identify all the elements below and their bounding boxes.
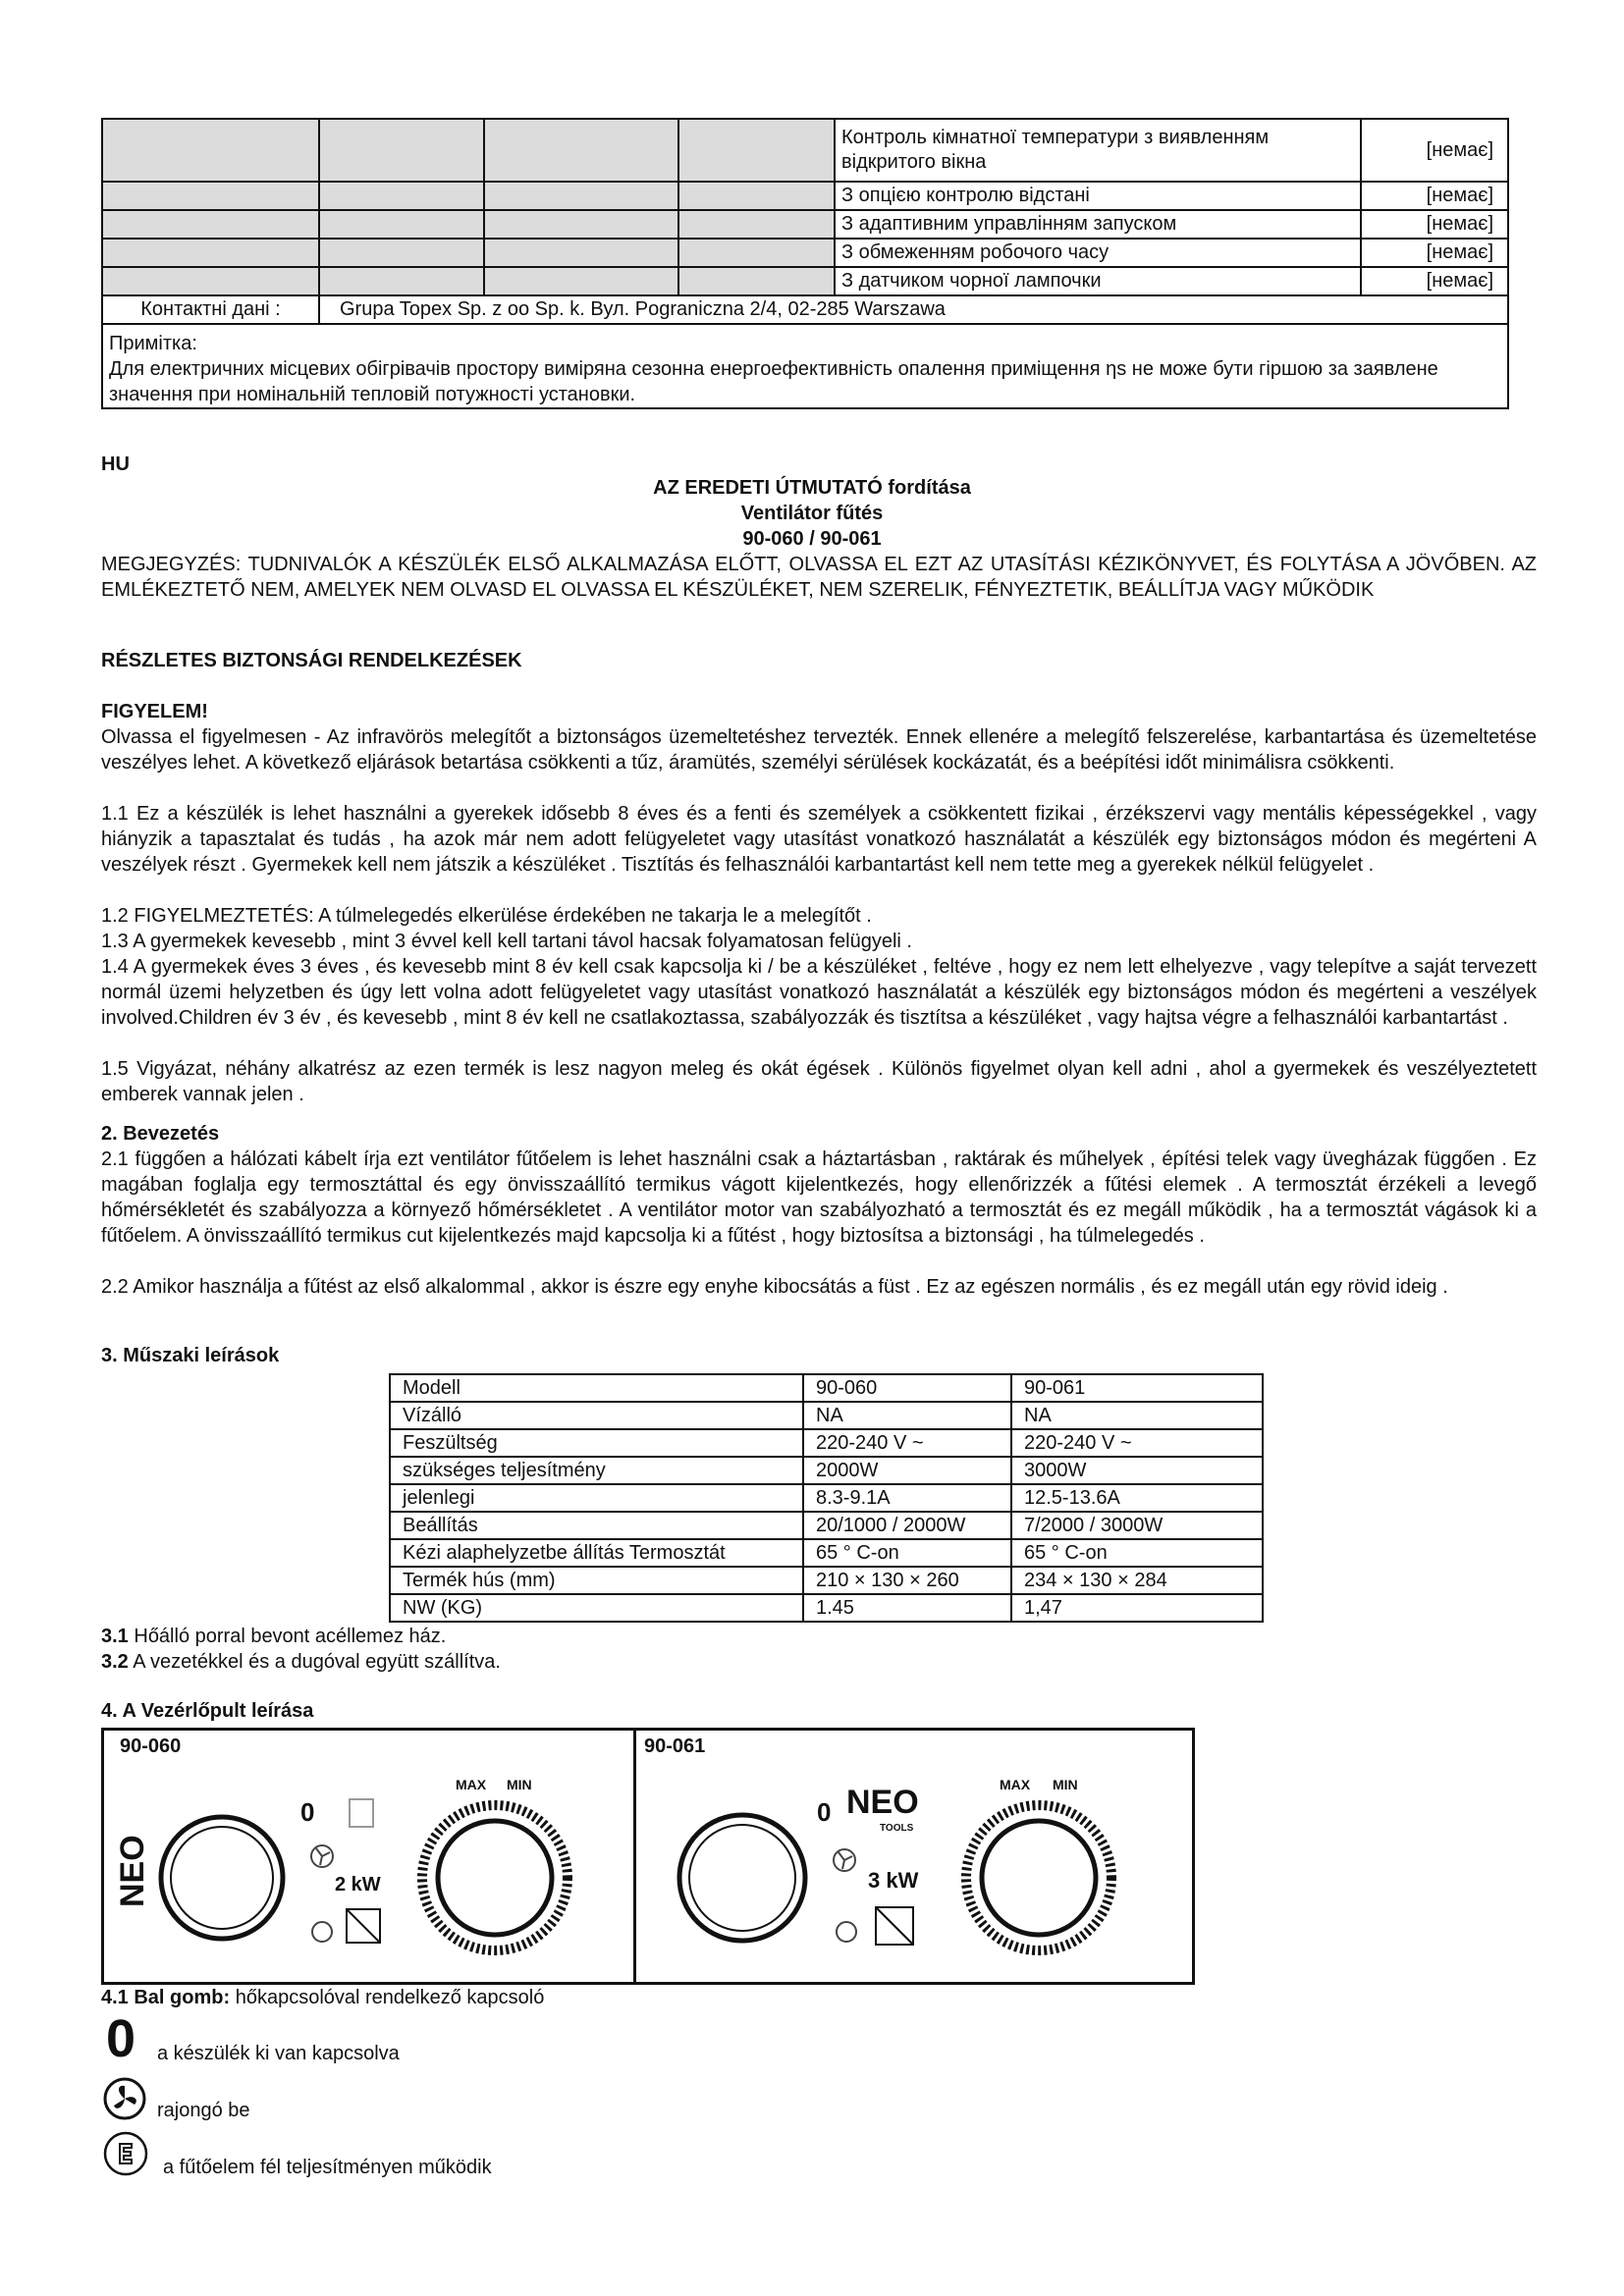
value-cell: [немає] <box>1361 210 1508 239</box>
spec-note-3-2 <box>101 1649 1537 1675</box>
legend-text-off: a készülék ki van kapcsolva <box>157 2043 400 2064</box>
zero-icon: 0 <box>106 2009 136 2068</box>
table-row <box>102 210 1508 239</box>
thermostat-knob <box>438 1821 552 1935</box>
table-row <box>390 1429 1263 1457</box>
table-cell: NA <box>803 1402 1011 1429</box>
table-cell: 2000W <box>803 1457 1011 1484</box>
feature-cell: З датчиком чорної лампочки <box>835 267 1361 295</box>
value-cell: [немає] <box>1361 239 1508 267</box>
table-cell: 12.5-13.6A <box>1011 1484 1263 1512</box>
intro-item-2-2: 2.2 Amikor használja a fűtést az első alkalommal , akkor is észre egy enyhe kibocsátás a füst . Ez az egészen normális , és ez megáll után egy rövid ideig . <box>101 1276 1448 1298</box>
half-heat-icon <box>102 2130 149 2177</box>
indicator-light <box>350 1799 373 1827</box>
table-cell: NW (KG) <box>390 1594 803 1622</box>
table-cell <box>319 119 484 182</box>
table-cell: 7/2000 / 3000W <box>1011 1512 1263 1539</box>
table-row <box>390 1539 1263 1567</box>
table-row <box>102 324 1508 408</box>
table-cell: Modell <box>390 1374 803 1402</box>
document-title <box>0 475 1624 552</box>
safety-heading: RÉSZLETES BIZTONSÁGI RENDELKEZÉSEK <box>101 650 522 671</box>
right-model-label: 90-061 <box>644 1735 706 1757</box>
value-cell: [немає] <box>1361 267 1508 295</box>
ukrainian-spec-table <box>101 118 1509 409</box>
half-heat-icon <box>312 1922 332 1942</box>
safety-item-1-3: 1.3 A gyermekek kevesebb , mint 3 évvel kell kell tartani távol hacsak folyamatosan felügyeli . <box>101 931 912 952</box>
left-panel-drawing <box>104 1731 633 1982</box>
left-model-label: 90-060 <box>120 1735 182 1757</box>
warning-text: Olvassa el figyelmesen - Az infravörös melegítőt a biztonságos üzemeltetéshez tervezték. Ennek ellenére a melegítő felszerelése, karbantartása és üzemeltetése veszélyes lehet. A következő eljárások betartása csökkenti a tűz, áramütés, személyi sérülések kockázatát, és a beépítési időt minimálisra csökkenti. <box>101 726 1537 774</box>
title-line-1: AZ EREDETI ÚTMUTATÓ fordítása <box>653 477 971 499</box>
safety-item-1-1: 1.1 Ez a készülék is lehet használni a gyerekek idősebb 8 éves és a fenti és személyek a csökkentett fizikai , érzékszervi vagy mentális képességekkel , vagy hiányzik a tapasztalat és tudás , ha azok már nem adott felügyeletet vagy utasítást vonatkozó használatát a készülék egy biztonságos módon és megérteni A veszélyek részt . Gyermekek kell nem játszik a készüléket . Tisztítás és felhasználói karbantartást kell nem tette meg a gyerekek nélkül felügyelet . <box>101 803 1537 876</box>
safety-item-1-4: 1.4 A gyermekek éves 3 éves , és kevesebb mint 8 év kell csak kapcsolja ki / be a készüléket , feltéve , hogy ez nem lett elhelyezve , vagy telepítve a saját tervezett normál üzemi helyzetben és úgy lett volna adott felügyeletet vagy utasítást vonatkozó használatát a készülék egy biztonságos módon és megérteni a veszélyek involved.Children év 3 év , és kevesebb , mint 8 év kell ne csatlakoztassa, szabályozzák és tisztítsa a készüléket , vagy hajtsa végre a felhasználói karbantartást . <box>101 956 1537 1029</box>
note-label: Примітка: <box>109 333 197 354</box>
table-cell: 220-240 V ~ <box>1011 1429 1263 1457</box>
note-cell <box>102 324 1508 408</box>
table-cell: Termék hús (mm) <box>390 1567 803 1594</box>
safety-item-1-5: 1.5 Vigyázat, néhány alkatrész az ezen termék is lesz nagyon meleg és okát égések . Különös figyelmet olyan kell adni , ahol a gyermekek és veszélyeztetett emberek vannak jelen . <box>101 1058 1537 1105</box>
value-cell: [немає] <box>1361 182 1508 210</box>
intro-item-2-1: 2.1 függően a hálózati kábelt írja ezt ventilátor fűtőelem is lehet használni csak a háztartásban , raktárak és műhelyek , építési telek vagy üvegházak függően . Ez magában foglalja egy termosztáttal és egy önvisszaállító termikus vágott kijelentkezés, hogy ellenőrizzék a fűtési elemek . A termosztát érzékeli a levegő hőmérsékletét és szabályozza a környező hőmérsékletet . A ventilátor motor van szabályozható a termosztát és ez megáll működik , ha a termosztát vágások ki a fűtőelem. A önvisszaállító termikus cut kijelentkezés majd kapcsolja ki a fűtést , hogy biztosítsa a biztonsági , ha túlmelegedés . <box>101 1148 1537 1247</box>
left-knob-inner <box>689 1825 795 1931</box>
table-cell: 65 ° C-on <box>1011 1539 1263 1567</box>
thermostat-knob <box>982 1821 1096 1935</box>
thermostat-scale <box>422 1805 568 1950</box>
left-knob-ring <box>161 1817 283 1939</box>
table-cell <box>319 239 484 267</box>
table-cell <box>484 239 678 267</box>
half-heat-icon <box>837 1922 856 1942</box>
table-cell <box>678 267 835 295</box>
neo-logo-text: NEO <box>846 1784 919 1821</box>
table-cell: 20/1000 / 2000W <box>803 1512 1011 1539</box>
panel-heading: 4. A Vezérlőpult leírása <box>101 1700 314 1722</box>
table-cell: 90-061 <box>1011 1374 1263 1402</box>
table-row <box>102 267 1508 295</box>
title-line-2: Ventilátor fűtés <box>740 503 884 524</box>
warning-heading: FIGYELEM! <box>101 701 208 722</box>
table-cell <box>678 119 835 182</box>
neo-logo-vertical <box>114 1835 151 1907</box>
legend-text-half-heat: a fűtőelem fél teljesítményen működik <box>163 2157 492 2178</box>
right-power-label: 3 kW <box>868 1868 919 1893</box>
legend-text-fan: rajongó be <box>157 2100 250 2121</box>
table-cell: jelenlegi <box>390 1484 803 1512</box>
knob-heading-bold: 4.1 Bal gomb: <box>101 1987 231 2008</box>
intro-notice: MEGJEGYZÉS: TUDNIVALÓK A KÉSZÜLÉK ELSŐ ALKALMAZÁSA ELŐTT, OLVASSA EL EZT AZ UTASÍTÁSI KÉZIKÖNYVET, ÉS FOLYTÁSA A JÖVŐBEN. AZ EMLÉKEZTETŐ NEM, AMELYEK NEM OLVASD EL OLVASSA EL KÉSZÜLÉKET, NEM SZERELIK, FÉNYEZTETIK, BEÁLLÍTJA VAGY MŰKÖDIK <box>101 554 1537 601</box>
table-cell: 1.45 <box>803 1594 1011 1622</box>
title-line-3: 90-060 / 90-061 <box>742 528 882 550</box>
spec-note-text: Hőálló porral bevont acéllemez ház. <box>128 1626 447 1647</box>
safety-item-1-2: 1.2 FIGYELMEZTETÉS: A túlmelegedés elkerülése érdekében ne takarja le a melegítőt . <box>101 905 872 927</box>
max-label: MAX <box>456 1777 487 1792</box>
table-cell: 210 × 130 × 260 <box>803 1567 1011 1594</box>
note-text: Для електричних місцевих обігрівачів простору виміряна сезонна енергоефективність опалення приміщення ηs не може бути гіршою за заявлене значення при номінальній тепловій потужності установки. <box>109 358 1438 405</box>
feature-cell: З опцією контролю відстані <box>835 182 1361 210</box>
contact-label: Контактні дані : <box>102 295 319 324</box>
min-label: MIN <box>507 1777 532 1792</box>
table-cell: Beállítás <box>390 1512 803 1539</box>
zero-mark: 0 <box>817 1797 832 1827</box>
table-row <box>390 1512 1263 1539</box>
table-row <box>390 1402 1263 1429</box>
table-cell: 220-240 V ~ <box>803 1429 1011 1457</box>
table-cell: 90-060 <box>803 1374 1011 1402</box>
tools-text: TOOLS <box>880 1823 914 1834</box>
table-row <box>390 1594 1263 1622</box>
table-row <box>102 182 1508 210</box>
neo-logo-text: NEO <box>114 1835 151 1907</box>
fan-blades <box>316 1848 330 1865</box>
table-cell <box>484 210 678 239</box>
specs-heading: 3. Műszaki leírások <box>101 1345 280 1366</box>
table-cell: Feszültség <box>390 1429 803 1457</box>
spec-note-num: 3.1 <box>101 1626 129 1647</box>
fan-blades <box>839 1852 852 1869</box>
table-row <box>390 1484 1263 1512</box>
table-cell <box>319 182 484 210</box>
feature-cell: З адаптивним управлінням запуском <box>835 210 1361 239</box>
table-cell: NA <box>1011 1402 1263 1429</box>
left-knob-inner <box>171 1827 273 1929</box>
table-row <box>390 1457 1263 1484</box>
table-row <box>102 119 1508 182</box>
table-row <box>390 1567 1263 1594</box>
table-cell: Kézi alaphelyzetbe állítás Termosztát <box>390 1539 803 1567</box>
table-cell: 8.3-9.1A <box>803 1484 1011 1512</box>
left-power-label: 2 kW <box>335 1874 381 1896</box>
spec-note-num: 3.2 <box>101 1651 129 1673</box>
table-cell <box>319 267 484 295</box>
table-cell: 65 ° C-on <box>803 1539 1011 1567</box>
value-cell: [немає] <box>1361 119 1508 182</box>
zero-mark: 0 <box>300 1797 315 1827</box>
left-knob-ring <box>679 1815 805 1941</box>
table-cell: 234 × 130 × 284 <box>1011 1567 1263 1594</box>
max-label: MAX <box>1000 1777 1031 1792</box>
table-cell <box>102 182 319 210</box>
table-cell <box>102 119 319 182</box>
table-cell <box>102 239 319 267</box>
table-cell <box>678 210 835 239</box>
right-panel-drawing <box>636 1731 1192 1982</box>
thermostat-scale <box>966 1805 1111 1950</box>
contact-value: Grupa Topex Sp. z oo Sp. k. Вул. Pograniczna 2/4, 02-285 Warszawa <box>319 295 1508 324</box>
table-cell: szükséges teljesítmény <box>390 1457 803 1484</box>
table-cell <box>319 210 484 239</box>
table-cell <box>484 267 678 295</box>
table-row <box>390 1374 1263 1402</box>
table-row <box>102 295 1508 324</box>
table-cell <box>102 210 319 239</box>
knob-heading-text: hőkapcsolóval rendelkező kapcsoló <box>230 1987 545 2008</box>
control-panel-figure <box>101 1728 1195 1985</box>
table-cell: 1,47 <box>1011 1594 1263 1622</box>
fan-icon <box>102 2076 147 2121</box>
spec-note-text: A vezetékkel és a dugóval együtt szállítva. <box>128 1651 501 1673</box>
table-cell: 3000W <box>1011 1457 1263 1484</box>
spec-note-3-1 <box>101 1624 1537 1649</box>
table-cell <box>678 239 835 267</box>
table-cell <box>484 119 678 182</box>
language-tag: HU <box>101 454 130 475</box>
min-label: MIN <box>1053 1777 1078 1792</box>
specs-table <box>389 1373 1264 1623</box>
knob-heading <box>101 1985 1537 2010</box>
intro-heading: 2. Bevezetés <box>101 1123 220 1145</box>
table-cell <box>102 267 319 295</box>
feature-cell: З обмеженням робочого часу <box>835 239 1361 267</box>
feature-cell: Контроль кімнатної температури з виявленням відкритого вікна <box>835 119 1361 182</box>
table-row <box>102 239 1508 267</box>
table-cell: Vízálló <box>390 1402 803 1429</box>
table-cell <box>678 182 835 210</box>
table-cell <box>484 182 678 210</box>
